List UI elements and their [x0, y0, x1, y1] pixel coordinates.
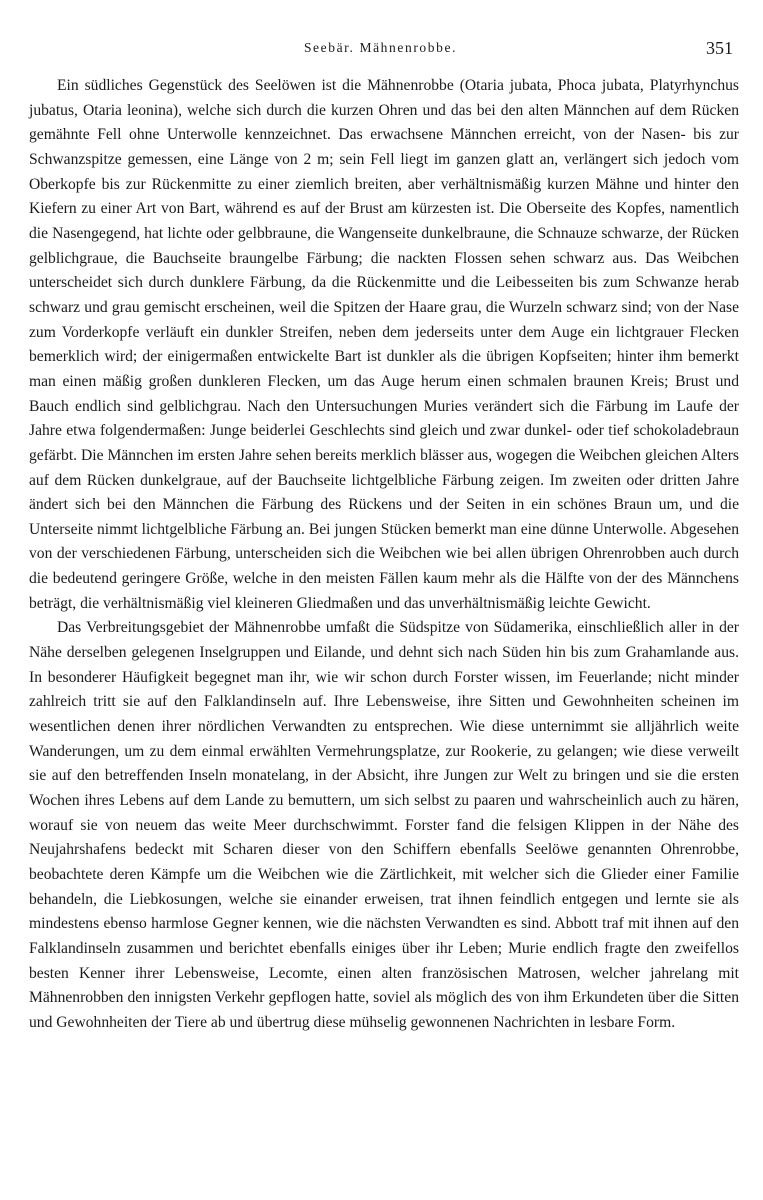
paragraph-distribution: Das Verbreitungsgebiet der Mähnenrobbe umfaßt die Südspitze von Südamerika, einschließlich aller in der Nähe derselben gelegenen Inselgruppen und Eilande, und dehnt sich nach Süden hin bis zum Grahamlande aus. In besonderer Häufigkeit begegnet man ihr, wie wir schon durch Forster wissen, im Feuerlande; nicht minder zahlreich tritt sie auf den Falklandinseln auf. Ihre Lebensweise, ihre Sitten und Gewohnheiten scheinen im wesentlichen denen ihrer nördlichen Verwandten zu entsprechen. Wie diese unternimmt sie alljährlich weite Wanderungen, um zu dem einmal erwählten Vermehrungsplatze, zur Rookerie, zu gelangen; wie diese verweilt sie auf den betreffenden Inseln monatelang, in der Absicht, ihre Jungen zur Welt zu bringen und sie die ersten Wochen ihres Lebens auf dem Lande zu bemuttern, um sich selbst zu paaren und wahrscheinlich auch zu hären, worauf sie von neuem das weite Meer durchschwimmt. Forster fand die felsigen Klippen in der Nähe des Neujahrshafens bedeckt mit Scharen dieser von den Schiffern ebenfalls Seelöwe genannten Ohrenrobbe, beobachtete deren Kämpfe um die Weibchen wie die Zärtlichkeit, mit welcher sich die Glieder einer Familie behandeln, die Liebkosungen, welche sie einander erweisen, trat ihnen feindlich entgegen und lernte sie als mindestens ebenso harmlose Gegner kennen, wie die nächsten Verwandten es sind. Abbott traf mit ihnen auf den Falklandinseln zusammen und berichtet ebenfalls einiges über ihr Leben; Murie endlich fragte den zweifellos besten Kenner ihrer Lebensweise, Lecomte, einen alten französischen Matrosen, welcher jahrelang mit Mähnenrobben den innigsten Verkehr gepflogen hatte, soviel als möglich des von ihm Erkundeten über die Sitten und Gewohnheiten der Tiere ab und übertrug diese mühselig gewonnenen Nachrichten in lesbare Form.	[29, 619, 739, 1031]
body-text	[29, 74, 739, 1036]
paragraph-description: Ein südliches Gegenstück des Seelöwen ist die Mähnenrobbe (Otaria jubata, Phoca jubata, Platyrhynchus jubatus, Otaria leonina), welche sich durch die kurzen Ohren und das bei den alten Männchen auf dem Rücken gemähnte Fell ohne Unterwolle kennzeichnet. Das erwachsene Männchen erreicht, von der Nasen- bis zur Schwanzspitze gemessen, eine Länge von 2 m; sein Fell liegt im ganzen glatt an, verlängert sich jedoch vom Oberkopfe bis zur Rückenmitte zu einer ziemlich breiten, aber verhältnismäßig kurzen Mähne und hinter den Kiefern zu einer Art von Bart, während es auf der Brust am kürzesten ist. Die Oberseite des Kopfes, namentlich die Nasengegend, hat lichte oder gelbbraune, die Wangenseite dunkelbraune, die Schnauze schwarze, der Rücken gelblichgraue, die Bauchseite braungelbe Färbung; die nackten Flossen sehen schwarz aus. Das Weibchen unterscheidet sich durch dunklere Färbung, da die Rückenmitte und die Leibesseiten bis zum Schwanze herab schwarz und grau gemischt erscheinen, weil die Spitzen der Haare grau, die Wurzeln schwarz sind; von der Nase zum Vorderkopfe verläuft ein dunkler Streifen, neben dem jederseits unter dem Auge ein lichtgrauer Flecken bemerklich wird; der einigermaßen entwickelte Bart ist dunkler als die übrigen Kopfseiten; hinter ihm bemerkt man einen mäßig großen dunkleren Flecken, um das Auge herum einen schmalen braunen Kreis; Brust und Bauch endlich sind gelblichgrau. Nach den Untersuchungen Muries verändert sich die Färbung im Laufe der Jahre etwa folgendermaßen: Junge beiderlei Geschlechts sind gleich und zwar dunkel- oder tief schokoladebraun gefärbt. Die Männchen im ersten Jahre sehen bereits merklich blässer aus, wogegen die Weibchen gleichen Alters auf dem Rücken dunkelgraue, auf der Bauchseite lichtgelbliche Färbung zeigen. Im zweiten oder dritten Jahre ändert sich bei den Männchen die Färbung des Rückens und der Seiten in ein schönes Braun um, und die Unterseite nimmt lichtgelbliche Färbung an. Bei jungen Stücken bemerkt man eine dünne Unterwolle. Abgesehen von der verschiedenen Färbung, unterscheiden sich die Weibchen wie bei allen übrigen Ohrenrobben auch durch die bedeutend geringere Größe, welche in den meisten Fällen kaum mehr als die Hälfte von der des Männchens beträgt, die verhältnismäßig viel kleineren Gliedmaßen und das unverhältnismäßig leichte Gewicht.	[29, 77, 739, 612]
page-number: 351	[706, 38, 733, 58]
page-header	[28, 38, 733, 62]
running-title: Seebär. Mähnenrobbe.	[303, 40, 458, 55]
